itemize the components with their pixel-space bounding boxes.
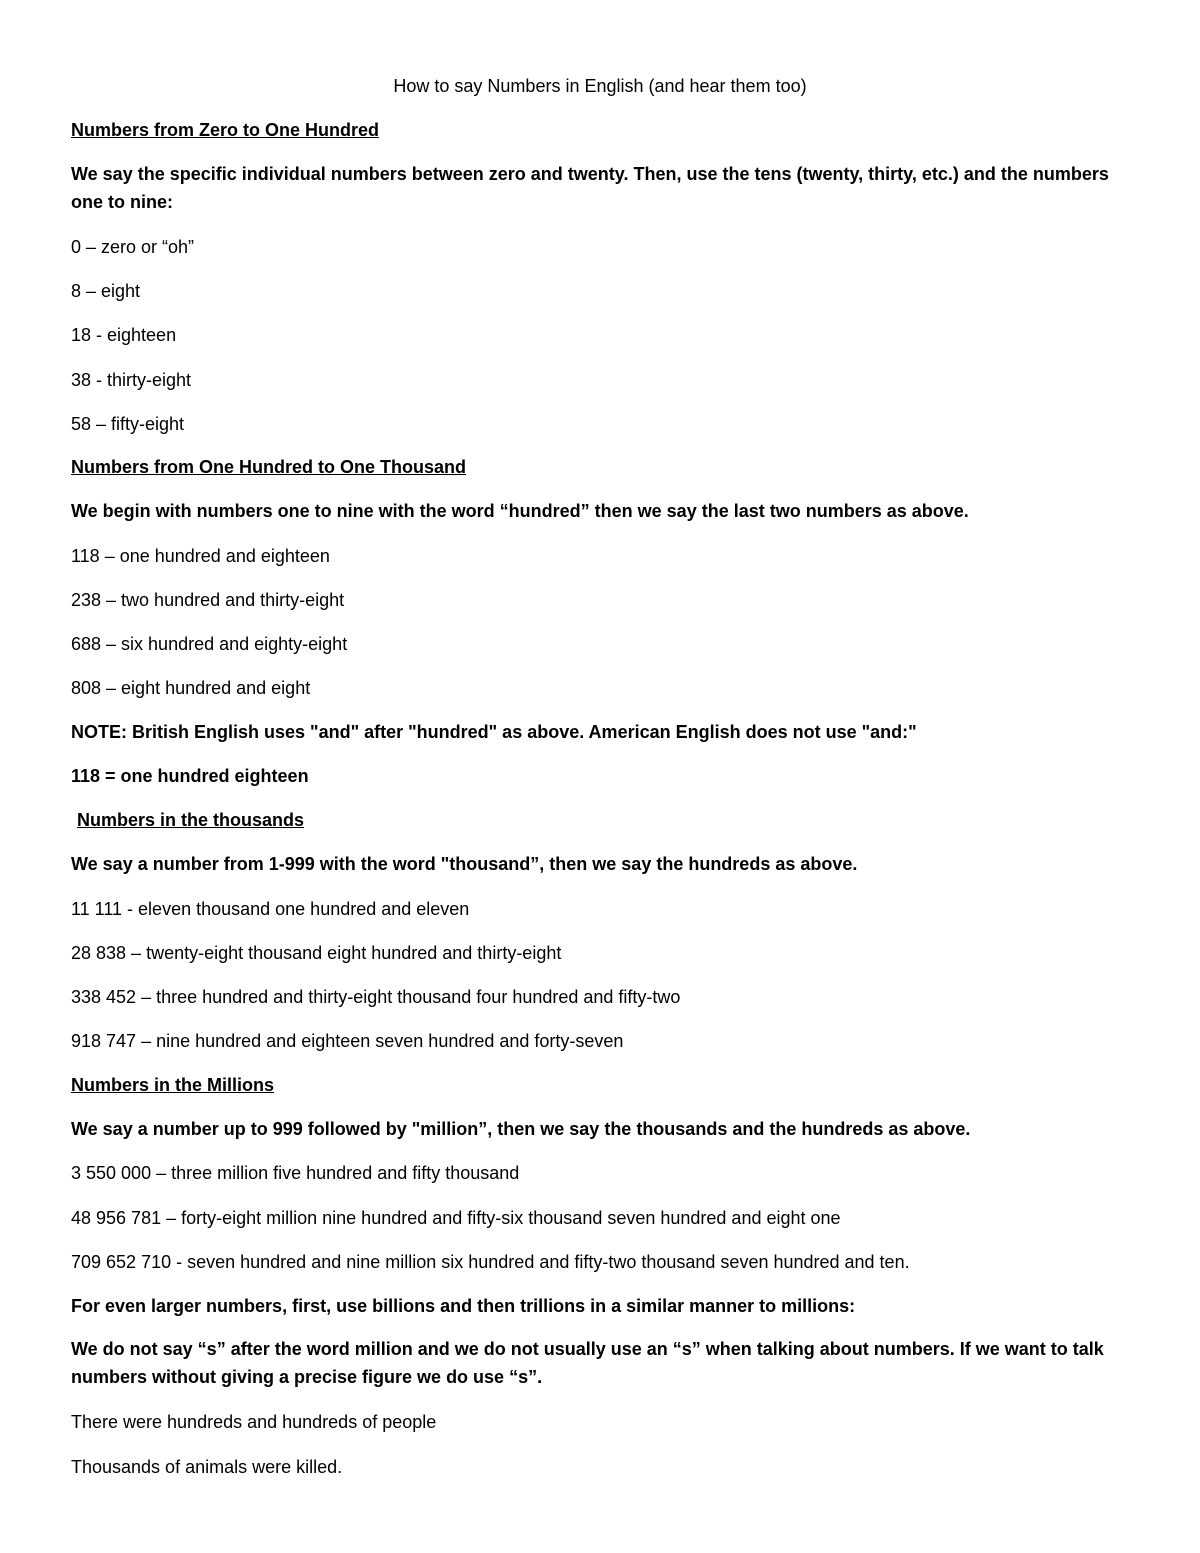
example-line: 918 747 – nine hundred and eighteen seven hundred and forty-seven bbox=[71, 1031, 624, 1051]
example-line: 0 – zero or “oh” bbox=[71, 237, 195, 257]
example-line: 28 838 – twenty-eight thousand eight hundred and thirty-eight bbox=[71, 943, 562, 963]
example-line: 3 550 000 – three million five hundred and fifty thousand bbox=[71, 1163, 520, 1183]
british-american-note: NOTE: British English uses "and" after "hundred" as above. American English does not use "and:" bbox=[71, 722, 917, 742]
section-intro-millions: We say a number up to 999 followed by "million”, then we say the thousands and the hundreds as above. bbox=[71, 1119, 971, 1139]
example-line: 18 - eighteen bbox=[71, 325, 177, 345]
example-line: 238 – two hundred and thirty-eight bbox=[71, 590, 345, 610]
example-line: 8 – eight bbox=[71, 281, 141, 301]
example-line: 58 – fifty-eight bbox=[71, 414, 185, 434]
section-intro-zero-to-hundred: We say the specific individual numbers between zero and twenty. Then, use the tens (twenty, thirty, etc.) and the numbers one to nine: bbox=[71, 164, 1109, 212]
plural-example: There were hundreds and hundreds of people bbox=[71, 1412, 437, 1432]
example-line: 48 956 781 – forty-eight million nine hundred and fifty-six thousand seven hundred and eight one bbox=[71, 1208, 841, 1228]
page-title: How to say Numbers in English (and hear them too) bbox=[393, 76, 807, 96]
section-intro-thousands: We say a number from 1-999 with the word "thousand”, then we say the hundreds as above. bbox=[71, 854, 858, 874]
plural-example: Thousands of animals were killed. bbox=[71, 1457, 343, 1477]
example-line: 688 – six hundred and eighty-eight bbox=[71, 634, 348, 654]
example-line: 338 452 – three hundred and thirty-eight thousand four hundred and fifty-two bbox=[71, 987, 681, 1007]
example-line: 118 – one hundred and eighteen bbox=[71, 546, 330, 566]
section-intro-hundred-to-thousand: We begin with numbers one to nine with the word “hundred” then we say the last two numbers as above. bbox=[71, 501, 969, 521]
larger-numbers-note: For even larger numbers, first, use billions and then trillions in a similar manner to millions: bbox=[71, 1296, 856, 1316]
american-example: 118 = one hundred eighteen bbox=[71, 766, 309, 786]
example-line: 38 - thirty-eight bbox=[71, 370, 192, 390]
section-heading-zero-to-hundred: Numbers from Zero to One Hundred bbox=[71, 120, 380, 140]
section-heading-hundred-to-thousand: Numbers from One Hundred to One Thousand bbox=[71, 457, 467, 477]
plural-note: We do not say “s” after the word million and we do not usually use an “s” when talking about numbers. If we want to talk numbers without giving a precise figure we do use “s”. bbox=[71, 1339, 1104, 1387]
section-heading-thousands: Numbers in the thousands bbox=[77, 810, 305, 830]
section-heading-millions: Numbers in the Millions bbox=[71, 1075, 275, 1095]
example-line: 808 – eight hundred and eight bbox=[71, 678, 311, 698]
example-line: 11 111 - eleven thousand one hundred and eleven bbox=[71, 899, 470, 919]
example-line: 709 652 710 - seven hundred and nine million six hundred and fifty-two thousand seven hundred and ten. bbox=[71, 1252, 910, 1272]
